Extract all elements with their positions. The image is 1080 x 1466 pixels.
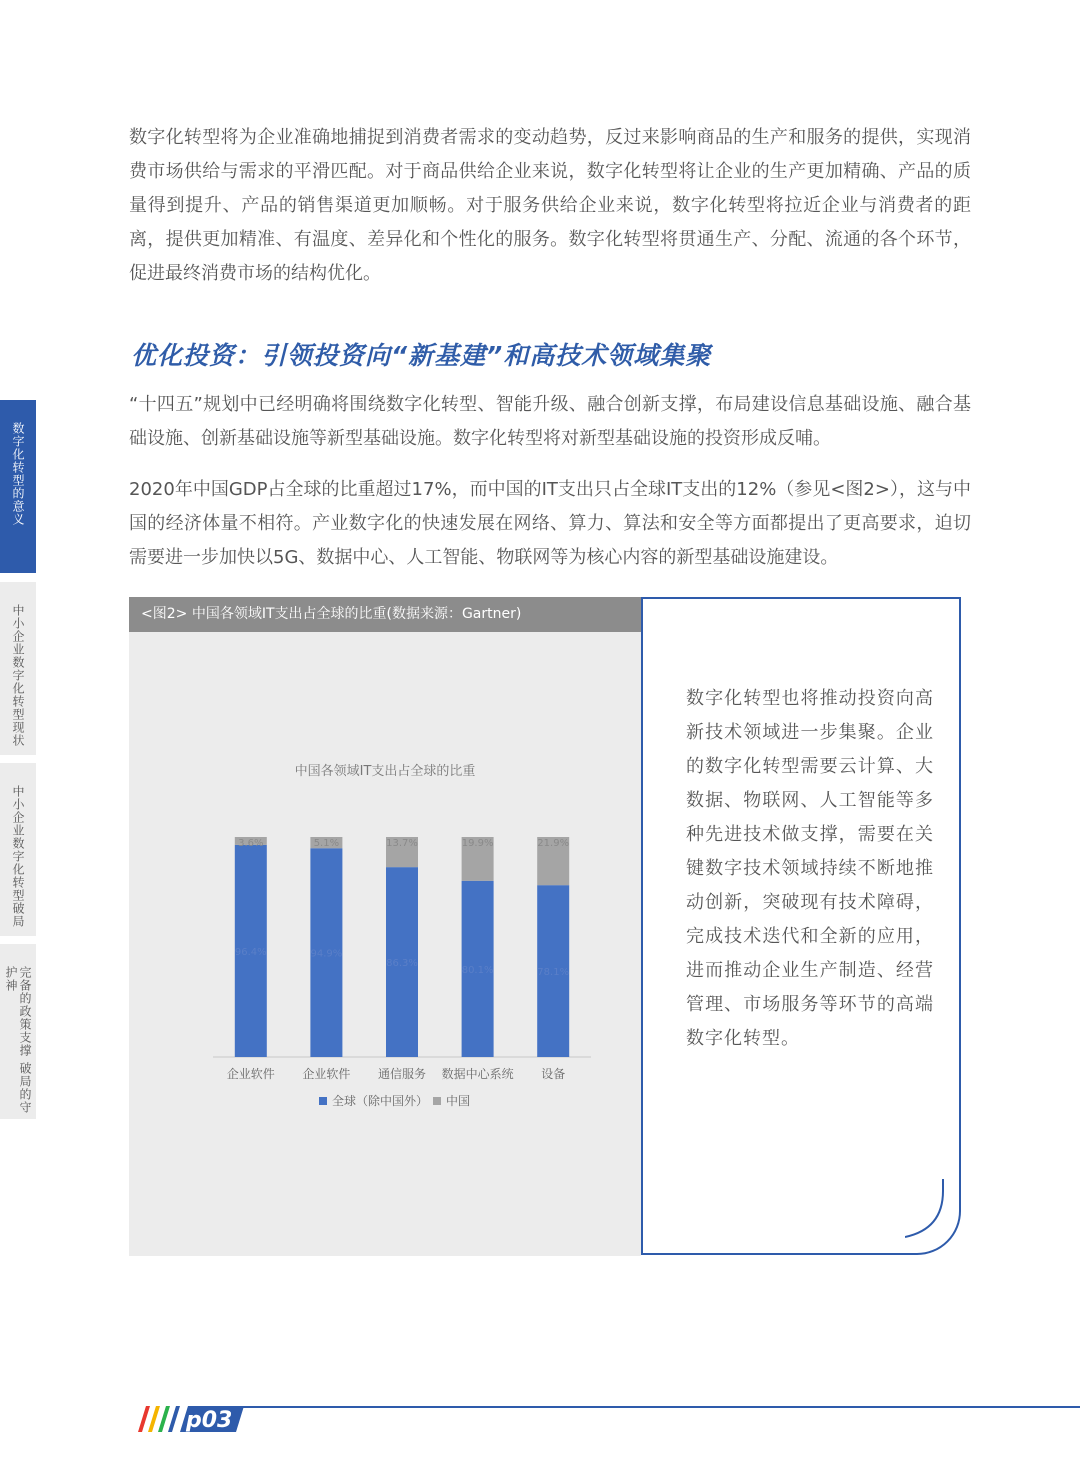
paragraph-gdp: 2020年中国GDP占全球的比重超过17%，而中国的IT支出只占全球IT支出的12%（参见<图2>），这与中国的经济体量不相符。产业数字化的快速发展在网络、算力、算法和安全等方面都提出了更高要求，迫切需要进一步加快以5G、数据中心、人工智能、物联网等为核心内容的新型基础设施建设。 [129, 479, 971, 568]
side-tab-sme-status[interactable] [0, 582, 36, 755]
data-label: 21.9% [537, 838, 570, 849]
data-label: 86.3% [386, 958, 418, 970]
legend-label-global: 全球（除中国外） [332, 1094, 429, 1108]
intro-paragraph: 数字化转型将为企业准确地捕捉到消费者需求的变动趋势，反过来影响商品的生产和服务的提供，实现消费市场供给与需求的平滑匹配。对于商品供给企业来说，数字化转型将让企业的生产更加精确、产品的质量得到提升、产品的销售渠道更加顺畅。对于服务供给企业来说，数字化转型将拉近企业与消费者的距离，提供更加精准、有温度、差异化和个性化的服务。数字化转型将贯通生产、分配、流通的各个环节，促进最终消费市场的结构优化。 [129, 127, 971, 284]
data-label: 96.4% [234, 946, 267, 958]
data-label: 94.9% [310, 948, 343, 960]
figure-caption: <图2> 中国各领域IT支出占全球的比重(数据来源：Gartner) [129, 597, 641, 632]
data-label: 80.1% [461, 964, 494, 976]
callout-box [641, 597, 961, 1255]
side-tab-sme-breakthrough[interactable] [0, 763, 36, 936]
data-label: 19.9% [461, 838, 494, 849]
stripe-green [158, 1406, 170, 1432]
legend-swatch-global [319, 1097, 327, 1105]
paragraph-14th-plan: “十四五”规划中已经明确将围绕数字化转型、智能升级、融合创新支撑，布局建设信息基础设施、融合基础设施、创新基础设施等新型基础设施。数字化转型将对新型基础设施的投资形成反哺。 [129, 394, 971, 449]
x-tick-label: 企业软件 [226, 1067, 275, 1081]
footer-bar [0, 1400, 1080, 1440]
data-label: 5.1% [313, 838, 340, 849]
side-tab-label: 中小企业数字化转型现状 [11, 604, 25, 747]
side-tab-label: 完备的政策支撑 破局的守护神 [4, 966, 32, 1114]
stripe-blue [168, 1406, 180, 1432]
section-heading: 优化投资：引领投资向“新基建”和高技术领域集聚 [131, 341, 712, 370]
legend-swatch-china [433, 1097, 441, 1105]
side-tab-label: 中小企业数字化转型破局 [11, 785, 25, 928]
side-tab-significance[interactable] [0, 400, 36, 573]
callout-text: 数字化转型也将推动投资向高新技术领域进一步集聚。企业的数字化转型需要云计算、大数据、物联网、人工智能等多种先进技术做支撑，需要在关键数字技术领域持续不断地推动创新，突破现有技术障碍，完成技术迭代和全新的应用，进而推动企业生产制造、经营管理、市场服务等环节的高端数字化转型。 [686, 688, 934, 1049]
stacked-bar-chart [129, 632, 641, 1256]
x-tick-label: 设备 [541, 1067, 566, 1081]
side-tab-policy-support[interactable] [0, 944, 36, 1119]
x-tick-label: 通信服务 [377, 1067, 427, 1081]
x-tick-label: 数据中心系统 [441, 1067, 514, 1081]
data-label: 3.6% [238, 838, 264, 849]
stripe-yellow [148, 1406, 160, 1432]
page-number: p03 [186, 1408, 233, 1433]
side-tab-label: 数字化转型的意义 [11, 422, 25, 526]
x-tick-label: 企业软件 [302, 1067, 351, 1081]
stripe-red [138, 1406, 150, 1432]
chart-title: 中国各领域IT支出占全球的比重 [294, 764, 476, 779]
figure-2 [129, 597, 641, 1256]
legend-label-china: 中国 [446, 1094, 471, 1108]
corner-curve-decoration [905, 1179, 945, 1239]
data-label: 13.7% [386, 838, 418, 849]
data-label: 78.1% [537, 967, 570, 979]
